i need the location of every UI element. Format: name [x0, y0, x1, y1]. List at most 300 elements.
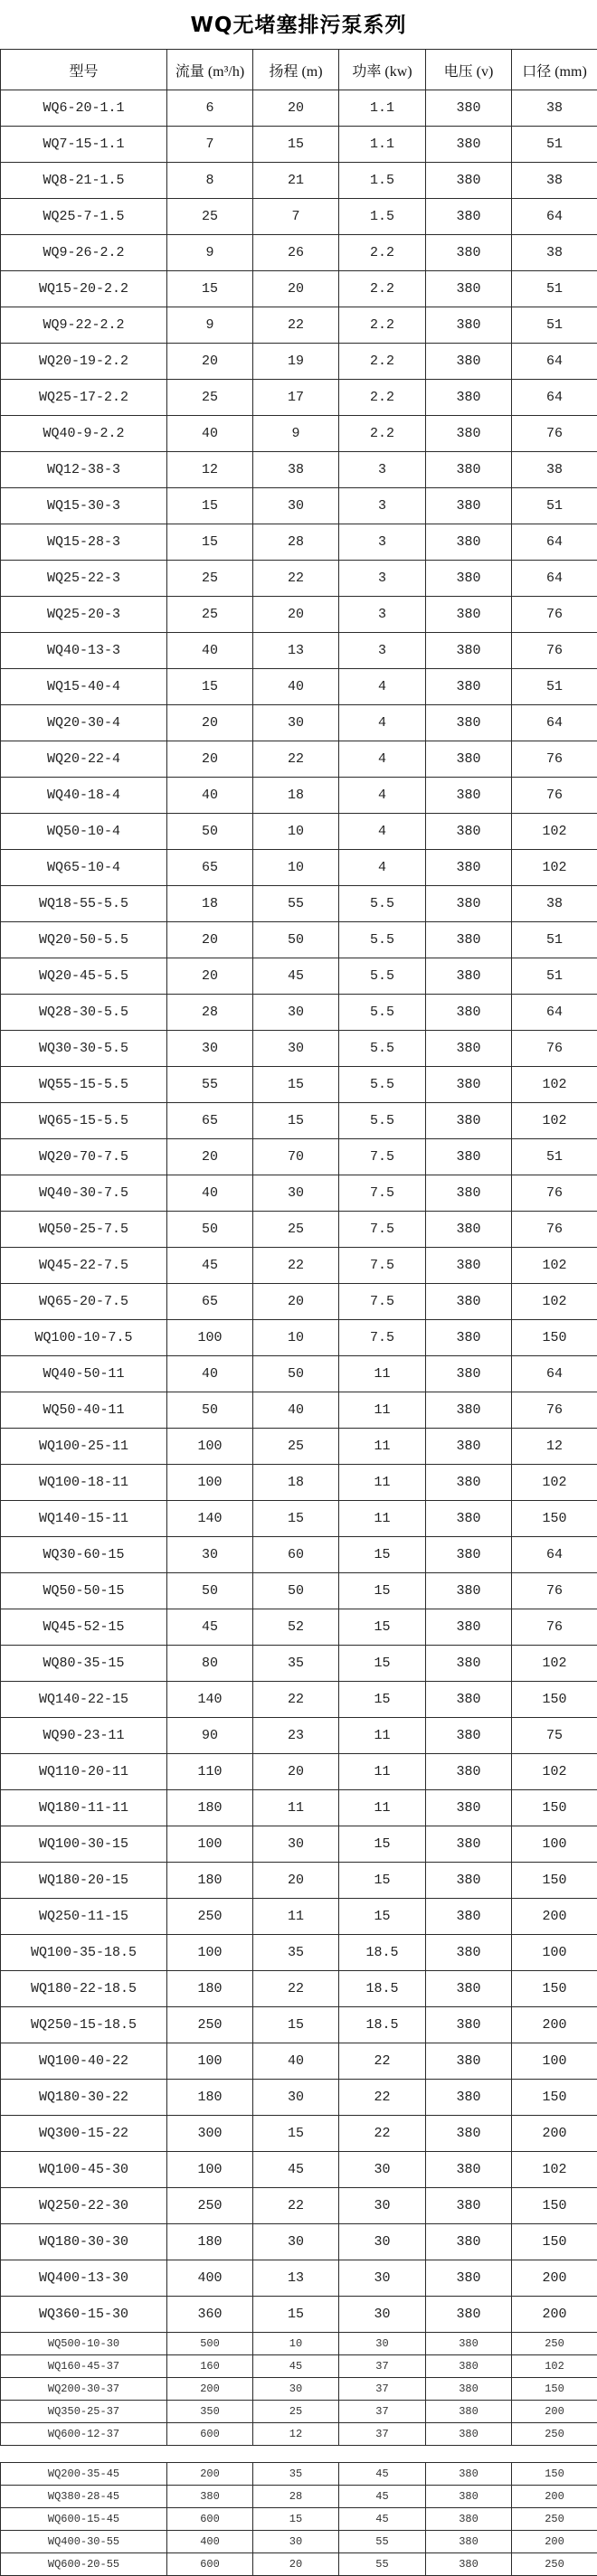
cell-flow: 20	[167, 922, 253, 958]
cell-flow: 65	[167, 850, 253, 886]
cell-voltage: 380	[426, 524, 512, 561]
cell-power: 4	[339, 850, 426, 886]
cell-diameter: 51	[512, 127, 597, 163]
cell-voltage: 380	[426, 1935, 512, 1971]
cell-head: 20	[253, 271, 339, 307]
table-row	[1, 271, 597, 307]
cell-head: 25	[253, 1212, 339, 1248]
cell-flow: 140	[167, 1501, 253, 1537]
cell-diameter: 51	[512, 307, 597, 344]
cell-voltage: 380	[426, 741, 512, 778]
table-header-row	[1, 50, 597, 90]
cell-head: 15	[253, 2116, 339, 2152]
table-row	[1, 2508, 597, 2531]
cell-head: 12	[253, 2423, 339, 2446]
cell-flow: 140	[167, 1682, 253, 1718]
table-row	[1, 90, 597, 127]
cell-model: WQ25-20-3	[1, 597, 167, 633]
cell-diameter: 76	[512, 597, 597, 633]
section-gap	[0, 2446, 597, 2462]
cell-flow: 600	[167, 2423, 253, 2446]
cell-diameter: 76	[512, 416, 597, 452]
cell-power: 37	[339, 2378, 426, 2401]
cell-diameter: 76	[512, 633, 597, 669]
cell-diameter: 76	[512, 1392, 597, 1429]
cell-flow: 55	[167, 1067, 253, 1103]
cell-model: WQ28-30-5.5	[1, 995, 167, 1031]
table-row	[1, 1899, 597, 1935]
table-row	[1, 2224, 597, 2260]
cell-diameter: 38	[512, 886, 597, 922]
cell-voltage: 380	[426, 2224, 512, 2260]
table-row	[1, 741, 597, 778]
cell-model: WQ180-30-22	[1, 2080, 167, 2116]
cell-model: WQ300-15-22	[1, 2116, 167, 2152]
table-row	[1, 2043, 597, 2080]
cell-voltage: 380	[426, 488, 512, 524]
cell-flow: 45	[167, 1609, 253, 1646]
table-row	[1, 488, 597, 524]
cell-power: 15	[339, 1646, 426, 1682]
cell-model: WQ7-15-1.1	[1, 127, 167, 163]
cell-voltage: 380	[426, 163, 512, 199]
cell-voltage: 380	[426, 2423, 512, 2446]
cell-head: 30	[253, 2080, 339, 2116]
cell-diameter: 150	[512, 2080, 597, 2116]
cell-voltage: 380	[426, 922, 512, 958]
cell-voltage: 380	[426, 705, 512, 741]
cell-flow: 7	[167, 127, 253, 163]
cell-diameter: 38	[512, 163, 597, 199]
cell-model: WQ250-22-30	[1, 2188, 167, 2224]
cell-diameter: 51	[512, 958, 597, 995]
cell-flow: 20	[167, 705, 253, 741]
cell-power: 11	[339, 1465, 426, 1501]
cell-flow: 380	[167, 2486, 253, 2508]
cell-head: 10	[253, 814, 339, 850]
cell-flow: 100	[167, 1465, 253, 1501]
cell-diameter: 150	[512, 1501, 597, 1537]
table-row	[1, 1429, 597, 1465]
cell-voltage: 380	[426, 380, 512, 416]
cell-model: WQ600-20-55	[1, 2553, 167, 2576]
cell-diameter: 250	[512, 2333, 597, 2355]
cell-head: 9	[253, 416, 339, 452]
cell-flow: 20	[167, 741, 253, 778]
cell-model: WQ15-40-4	[1, 669, 167, 705]
table-row	[1, 2486, 597, 2508]
cell-power: 7.5	[339, 1284, 426, 1320]
cell-head: 25	[253, 1429, 339, 1465]
cell-diameter: 150	[512, 1682, 597, 1718]
cell-flow: 200	[167, 2463, 253, 2486]
cell-model: WQ110-20-11	[1, 1754, 167, 1790]
cell-flow: 350	[167, 2401, 253, 2423]
cell-voltage: 380	[426, 633, 512, 669]
cell-diameter: 64	[512, 1356, 597, 1392]
table-row	[1, 850, 597, 886]
cell-head: 28	[253, 524, 339, 561]
cell-model: WQ100-25-11	[1, 1429, 167, 1465]
cell-model: WQ15-30-3	[1, 488, 167, 524]
cell-model: WQ45-22-7.5	[1, 1248, 167, 1284]
table-row	[1, 922, 597, 958]
cell-head: 40	[253, 1392, 339, 1429]
cell-voltage: 380	[426, 778, 512, 814]
col-header-head: 扬程 (m)	[253, 50, 339, 90]
cell-power: 4	[339, 778, 426, 814]
cell-model: WQ40-50-11	[1, 1356, 167, 1392]
cell-power: 37	[339, 2423, 426, 2446]
table-row	[1, 452, 597, 488]
col-header-power: 功率 (kw)	[339, 50, 426, 90]
cell-model: WQ20-45-5.5	[1, 958, 167, 995]
cell-voltage: 380	[426, 271, 512, 307]
cell-head: 18	[253, 1465, 339, 1501]
cell-flow: 30	[167, 1031, 253, 1067]
cell-voltage: 380	[426, 1826, 512, 1863]
cell-power: 30	[339, 2260, 426, 2297]
cell-diameter: 200	[512, 2297, 597, 2333]
cell-model: WQ45-52-15	[1, 1609, 167, 1646]
cell-model: WQ90-23-11	[1, 1718, 167, 1754]
cell-voltage: 380	[426, 2333, 512, 2355]
cell-head: 22	[253, 2188, 339, 2224]
cell-head: 13	[253, 633, 339, 669]
cell-power: 7.5	[339, 1139, 426, 1175]
cell-model: WQ25-17-2.2	[1, 380, 167, 416]
cell-diameter: 102	[512, 2355, 597, 2378]
cell-flow: 100	[167, 1320, 253, 1356]
cell-flow: 360	[167, 2297, 253, 2333]
cell-voltage: 380	[426, 1790, 512, 1826]
table-row	[1, 1537, 597, 1573]
cell-diameter: 51	[512, 488, 597, 524]
cell-flow: 15	[167, 271, 253, 307]
cell-model: WQ50-50-15	[1, 1573, 167, 1609]
cell-power: 2.2	[339, 344, 426, 380]
col-header-model: 型号	[1, 50, 167, 90]
cell-model: WQ40-30-7.5	[1, 1175, 167, 1212]
cell-power: 11	[339, 1718, 426, 1754]
cell-power: 30	[339, 2188, 426, 2224]
cell-diameter: 51	[512, 669, 597, 705]
cell-model: WQ100-18-11	[1, 1465, 167, 1501]
cell-diameter: 102	[512, 1103, 597, 1139]
cell-voltage: 380	[426, 1609, 512, 1646]
cell-head: 20	[253, 597, 339, 633]
cell-flow: 80	[167, 1646, 253, 1682]
cell-flow: 600	[167, 2508, 253, 2531]
table-row	[1, 958, 597, 995]
cell-head: 15	[253, 1103, 339, 1139]
cell-voltage: 380	[426, 2553, 512, 2576]
cell-head: 19	[253, 344, 339, 380]
cell-diameter: 150	[512, 2188, 597, 2224]
cell-model: WQ65-20-7.5	[1, 1284, 167, 1320]
cell-head: 15	[253, 2508, 339, 2531]
table-row	[1, 1356, 597, 1392]
cell-head: 30	[253, 995, 339, 1031]
cell-head: 30	[253, 2531, 339, 2553]
cell-head: 40	[253, 2043, 339, 2080]
table-row	[1, 2553, 597, 2576]
cell-flow: 40	[167, 633, 253, 669]
cell-diameter: 102	[512, 1067, 597, 1103]
cell-model: WQ20-50-5.5	[1, 922, 167, 958]
table-row	[1, 1754, 597, 1790]
cell-voltage: 380	[426, 2401, 512, 2423]
table-row	[1, 1682, 597, 1718]
cell-diameter: 200	[512, 2007, 597, 2043]
cell-flow: 500	[167, 2333, 253, 2355]
table-row	[1, 2355, 597, 2378]
cell-diameter: 64	[512, 995, 597, 1031]
cell-diameter: 250	[512, 2553, 597, 2576]
cell-power: 11	[339, 1356, 426, 1392]
cell-model: WQ12-38-3	[1, 452, 167, 488]
cell-power: 3	[339, 452, 426, 488]
cell-flow: 12	[167, 452, 253, 488]
cell-power: 5.5	[339, 886, 426, 922]
cell-flow: 65	[167, 1103, 253, 1139]
table-row	[1, 1573, 597, 1609]
cell-flow: 400	[167, 2260, 253, 2297]
cell-power: 15	[339, 1826, 426, 1863]
cell-flow: 20	[167, 344, 253, 380]
cell-power: 22	[339, 2116, 426, 2152]
cell-power: 11	[339, 1429, 426, 1465]
table-row	[1, 2423, 597, 2446]
cell-head: 45	[253, 2152, 339, 2188]
cell-flow: 250	[167, 2188, 253, 2224]
cell-diameter: 200	[512, 2486, 597, 2508]
table-row	[1, 1320, 597, 1356]
cell-power: 11	[339, 1754, 426, 1790]
cell-diameter: 76	[512, 1573, 597, 1609]
cell-model: WQ15-28-3	[1, 524, 167, 561]
cell-voltage: 380	[426, 958, 512, 995]
col-header-voltage: 电压 (v)	[426, 50, 512, 90]
cell-power: 3	[339, 597, 426, 633]
cell-voltage: 380	[426, 307, 512, 344]
cell-voltage: 380	[426, 1284, 512, 1320]
cell-power: 11	[339, 1392, 426, 1429]
cell-head: 15	[253, 2007, 339, 2043]
cell-power: 5.5	[339, 1103, 426, 1139]
cell-power: 5.5	[339, 1067, 426, 1103]
cell-head: 30	[253, 705, 339, 741]
cell-head: 13	[253, 2260, 339, 2297]
cell-diameter: 102	[512, 1646, 597, 1682]
table-row	[1, 2333, 597, 2355]
cell-power: 15	[339, 1863, 426, 1899]
cell-head: 25	[253, 2401, 339, 2423]
cell-diameter: 76	[512, 1175, 597, 1212]
cell-power: 37	[339, 2401, 426, 2423]
cell-model: WQ30-30-5.5	[1, 1031, 167, 1067]
cell-head: 30	[253, 2378, 339, 2401]
cell-diameter: 64	[512, 344, 597, 380]
cell-model: WQ250-15-18.5	[1, 2007, 167, 2043]
cell-model: WQ140-22-15	[1, 1682, 167, 1718]
cell-voltage: 380	[426, 814, 512, 850]
cell-flow: 50	[167, 1212, 253, 1248]
cell-head: 50	[253, 1573, 339, 1609]
table-row	[1, 2260, 597, 2297]
col-header-flow: 流量 (m³/h)	[167, 50, 253, 90]
cell-diameter: 38	[512, 235, 597, 271]
cell-head: 11	[253, 1899, 339, 1935]
cell-voltage: 380	[426, 597, 512, 633]
cell-model: WQ20-30-4	[1, 705, 167, 741]
cell-flow: 100	[167, 1429, 253, 1465]
cell-power: 30	[339, 2297, 426, 2333]
cell-power: 5.5	[339, 922, 426, 958]
cell-power: 7.5	[339, 1248, 426, 1284]
cell-voltage: 380	[426, 1392, 512, 1429]
cell-power: 30	[339, 2152, 426, 2188]
cell-model: WQ20-22-4	[1, 741, 167, 778]
cell-head: 55	[253, 886, 339, 922]
cell-power: 1.5	[339, 163, 426, 199]
cell-head: 26	[253, 235, 339, 271]
table-row	[1, 1718, 597, 1754]
cell-diameter: 200	[512, 2116, 597, 2152]
cell-diameter: 64	[512, 1537, 597, 1573]
table-row	[1, 1031, 597, 1067]
cell-voltage: 380	[426, 1971, 512, 2007]
cell-head: 30	[253, 488, 339, 524]
cell-head: 20	[253, 1284, 339, 1320]
cell-model: WQ20-19-2.2	[1, 344, 167, 380]
cell-voltage: 380	[426, 2007, 512, 2043]
cell-head: 15	[253, 1067, 339, 1103]
table-row	[1, 380, 597, 416]
cell-model: WQ100-40-22	[1, 2043, 167, 2080]
cell-head: 22	[253, 1682, 339, 1718]
table-row	[1, 705, 597, 741]
cell-power: 2.2	[339, 307, 426, 344]
cell-diameter: 250	[512, 2423, 597, 2446]
cell-model: WQ100-45-30	[1, 2152, 167, 2188]
cell-flow: 160	[167, 2355, 253, 2378]
cell-head: 15	[253, 2297, 339, 2333]
cell-power: 11	[339, 1790, 426, 1826]
pump-spec-table	[0, 49, 597, 2446]
cell-diameter: 200	[512, 2401, 597, 2423]
table-row	[1, 669, 597, 705]
cell-diameter: 64	[512, 561, 597, 597]
table-row	[1, 886, 597, 922]
cell-power: 1.1	[339, 90, 426, 127]
cell-flow: 50	[167, 1573, 253, 1609]
cell-model: WQ200-35-45	[1, 2463, 167, 2486]
table-row	[1, 1175, 597, 1212]
cell-voltage: 380	[426, 2531, 512, 2553]
cell-model: WQ600-15-45	[1, 2508, 167, 2531]
cell-model: WQ500-10-30	[1, 2333, 167, 2355]
table-row	[1, 2080, 597, 2116]
cell-voltage: 380	[426, 2188, 512, 2224]
cell-flow: 100	[167, 2152, 253, 2188]
cell-model: WQ40-9-2.2	[1, 416, 167, 452]
table-row	[1, 1501, 597, 1537]
cell-head: 45	[253, 2355, 339, 2378]
cell-model: WQ180-30-30	[1, 2224, 167, 2260]
table-row	[1, 1067, 597, 1103]
cell-power: 7.5	[339, 1175, 426, 1212]
cell-model: WQ65-15-5.5	[1, 1103, 167, 1139]
cell-power: 7.5	[339, 1320, 426, 1356]
cell-flow: 25	[167, 597, 253, 633]
table-row	[1, 778, 597, 814]
cell-voltage: 380	[426, 1031, 512, 1067]
cell-voltage: 380	[426, 2355, 512, 2378]
table-row	[1, 2531, 597, 2553]
cell-power: 4	[339, 741, 426, 778]
cell-head: 40	[253, 669, 339, 705]
table-row	[1, 1284, 597, 1320]
cell-flow: 180	[167, 1790, 253, 1826]
cell-model: WQ80-35-15	[1, 1646, 167, 1682]
cell-model: WQ600-12-37	[1, 2423, 167, 2446]
cell-power: 5.5	[339, 1031, 426, 1067]
table-row	[1, 2297, 597, 2333]
cell-power: 22	[339, 2043, 426, 2080]
cell-model: WQ200-30-37	[1, 2378, 167, 2401]
cell-diameter: 100	[512, 2043, 597, 2080]
cell-voltage: 380	[426, 1501, 512, 1537]
cell-flow: 100	[167, 1826, 253, 1863]
cell-diameter: 102	[512, 850, 597, 886]
col-header-diameter: 口径 (mm)	[512, 50, 597, 90]
cell-head: 11	[253, 1790, 339, 1826]
cell-voltage: 380	[426, 127, 512, 163]
cell-power: 3	[339, 488, 426, 524]
cell-diameter: 76	[512, 778, 597, 814]
table-row	[1, 127, 597, 163]
cell-flow: 180	[167, 1863, 253, 1899]
cell-diameter: 250	[512, 2508, 597, 2531]
cell-voltage: 380	[426, 1175, 512, 1212]
table-row	[1, 2188, 597, 2224]
cell-diameter: 200	[512, 1899, 597, 1935]
cell-flow: 15	[167, 488, 253, 524]
cell-diameter: 150	[512, 1790, 597, 1826]
cell-voltage: 380	[426, 1573, 512, 1609]
cell-model: WQ400-30-55	[1, 2531, 167, 2553]
cell-diameter: 64	[512, 199, 597, 235]
cell-diameter: 38	[512, 452, 597, 488]
cell-head: 30	[253, 1175, 339, 1212]
cell-flow: 8	[167, 163, 253, 199]
cell-voltage: 380	[426, 90, 512, 127]
cell-diameter: 76	[512, 1212, 597, 1248]
cell-power: 1.5	[339, 199, 426, 235]
table-row	[1, 995, 597, 1031]
cell-power: 4	[339, 705, 426, 741]
cell-voltage: 380	[426, 2152, 512, 2188]
cell-diameter: 51	[512, 922, 597, 958]
cell-head: 70	[253, 1139, 339, 1175]
cell-model: WQ100-10-7.5	[1, 1320, 167, 1356]
cell-flow: 9	[167, 235, 253, 271]
cell-head: 22	[253, 1248, 339, 1284]
table-row	[1, 2401, 597, 2423]
cell-power: 15	[339, 1573, 426, 1609]
table-row	[1, 2007, 597, 2043]
